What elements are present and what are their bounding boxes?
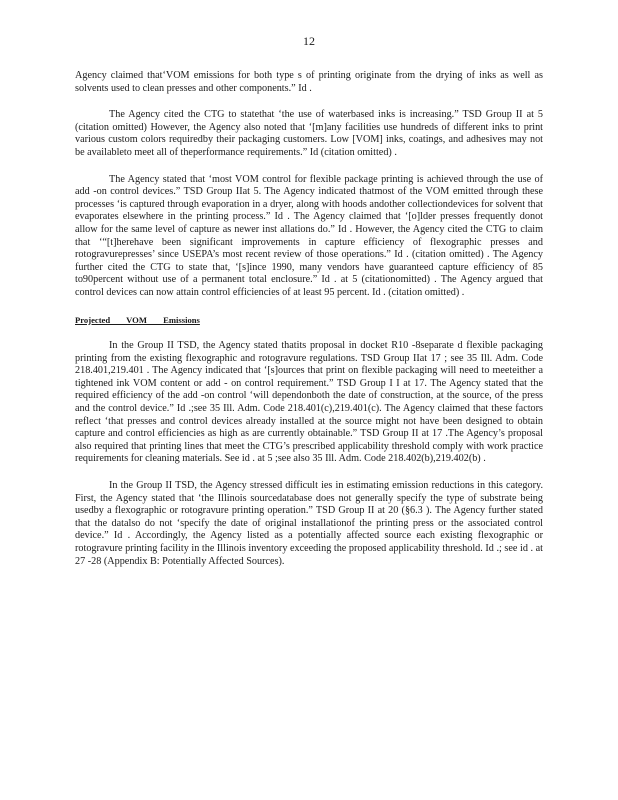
page-number: 12	[303, 34, 315, 48]
paragraph-continuation: Agency claimed that‘VOM emissions for both type s of printing originate from the drying of inks as well as solvents used to clean presses and other components.” Id .	[75, 70, 543, 94]
body-text	[75, 70, 543, 582]
paragraph-waterbased-inks: The Agency cited the CTG to statethat ‘the use of waterbased inks is increasing.” TSD Group II at 5 (citation omitted) However, the Agency also noted that ‘[m]any facilities use hundreds of different inks to print various custom colors requiredby their packaging customers. Low [VOM] inks, coatings, and adhesives may not be availableto meet all of theperformance requirements.” Id (citation omitted) .	[75, 109, 543, 158]
paragraph-control-devices: The Agency stated that ‘most VOM control for flexible package printing is achieved through the use of add -on control devices.” TSD Group IIat 5. The Agency indicated thatmost of the VOM emitted through these processes ‘is captured through evaporation in a dryer, along with hoods andother collectiondevices for solvent that evaporates elsewhere in the printing process.” Id . The Agency claimed that ‘[o]lder presses frequently donot allow for the same level of capture as newer inst allations do.” Id . However, the Agency cited the CTG to claim that ‘“[t]herehave been significant improvements in capture efficiency of flexographic presses and rotogravurepresses’ since USEPA’s most recent review of those operations.” Id . (citation omitted) . The Agency further cited the CTG to state that, ‘[s]ince 1990, many vendors have guaranteed capture efficiency of 85 to90percent without use of a permanent total enclosure.” Id . at 5 (citationomitted) . The Agency argued that control devices can now attain control efficiencies of at least 95 percent. Id . (citation omitted) .	[75, 173, 543, 298]
paragraph-group-ii-proposal: In the Group II TSD, the Agency stated thatits proposal in docket R10 -8separate d flexible packaging printing from the existing flexographic and rotogravure regulations. TSD Group IIat 17 ; see 35 Ill. Adm. Code 218.401,219.401 . The Agency indicated that ‘[s]ources that print on flexible packaging will need to meeteither a tightened ink VOM content or add - on control requirement.” TSD Group I I at 17. The Agency stated that the required efficiency of the add -on control ‘will dependonboth the date of construction, at the source, of the press and the control device.” Id .;see 35 Ill. Adm. Code 218.401(c),219.401(c). The Agency claimed that these factors reflect ‘that presses and control devices already installed at the source might not have been designed to obtain capture and control efficiencies as high as are currently obtainable.” TSD Group II at 17 .The Agency’s proposal also required that printing lines that meet the CTG’s prescribed applicability threshold comply with work practice requirements for cleaning materials. See id . at 5 ;see also 35 Ill. Adm. Code 218.402(b),219.402(b) .	[75, 340, 543, 465]
section-heading: Projected VOM Emissions	[75, 314, 200, 325]
paragraph-estimation-difficulties: In the Group II TSD, the Agency stressed difficult ies in estimating emission reductions in this category. First, the Agency stated that ‘the Illinois sourcedatabase does not generally specify the type of substrate being usedby a flexographic or rotogravure printing operation.” TSD Group II at 20 (§6.3 ). The Agency further stated that the datalso do not ‘specify the date of original installationof the printing press or the associated control device.” Id . Accordingly, the Agency listed as a potentially affected source each existing flexographic or rotogravure printing facility in the Illinois inventory exceeding the proposed applicability threshold. Id .; see id . at 27 -28 (Appendix B: Potentially Affected Sources).	[75, 480, 543, 567]
